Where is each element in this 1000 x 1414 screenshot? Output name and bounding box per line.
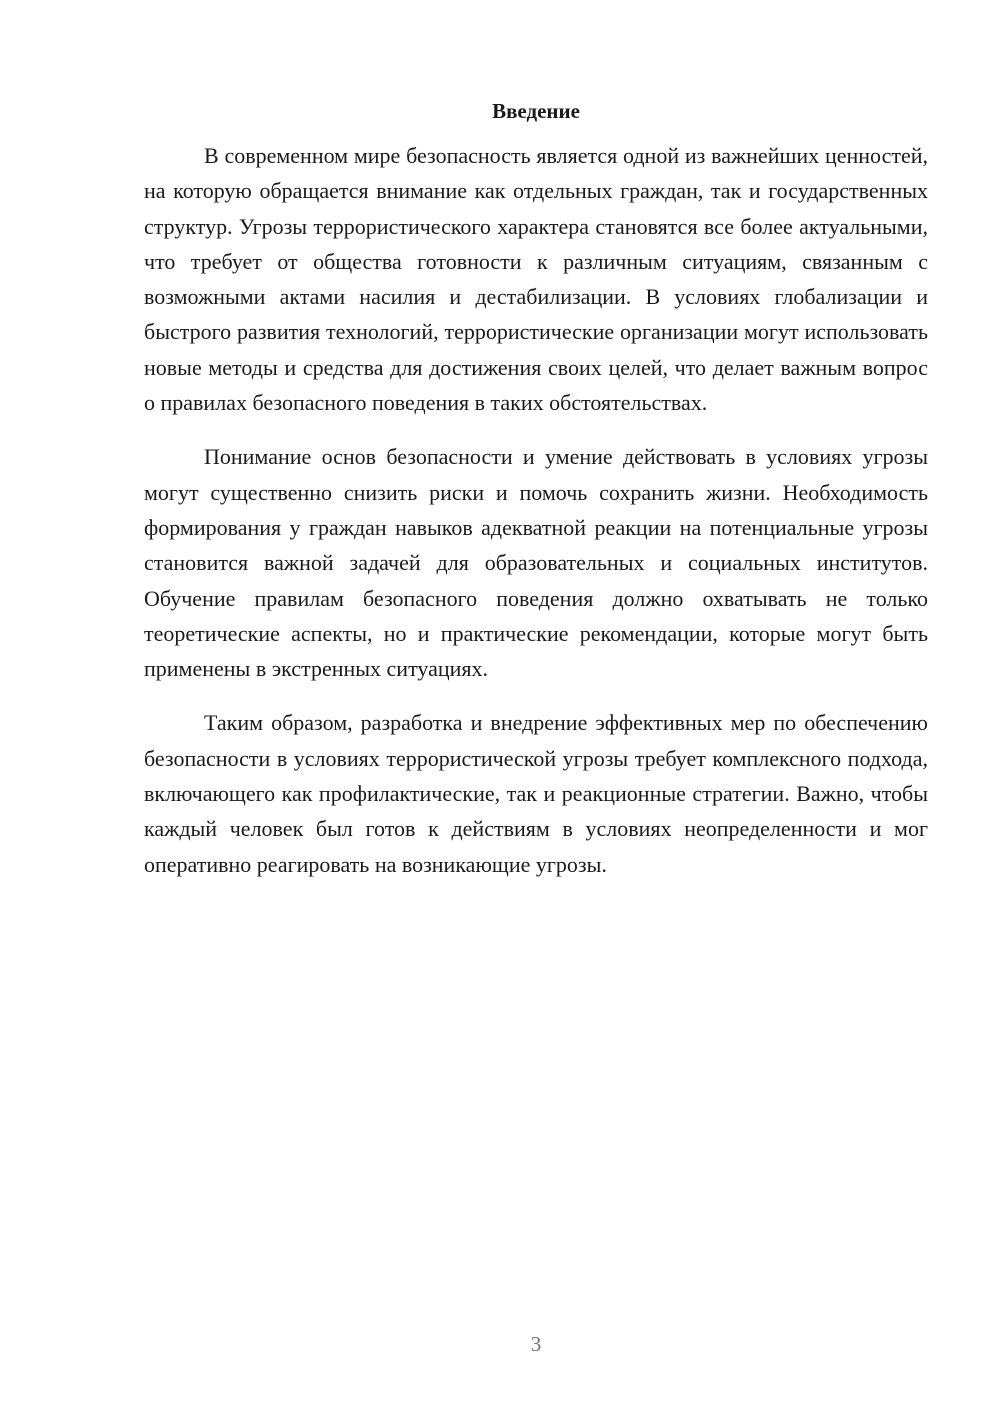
paragraph-3: Таким образом, разработка и внедрение эффективных мер по обеспечению безопасности в условиях террористической угрозы требует комплексного подхода, включающего как профилактические, так и реакционные стратегии. Важно, чтобы каждый человек был готов к действиям в условиях неопределенности и мог оперативно реагировать на возникающие угрозы. — [144, 710, 928, 877]
paragraph-1: В современном мире безопасность является одной из важнейших ценностей, на которую обращается внимание как отдельных граждан, так и государственных структур. Угрозы террористического характера становятся все более актуальными, что требует от общества готовности к различным ситуациям, связанным с возможными актами насилия и дестабилизации. В условиях глобализации и быстрого развития технологий, террористические организации могут использовать новые методы и средства для достижения своих целей, что делает важным вопрос о правилах безопасного поведения в таких обстоятельствах. — [144, 143, 928, 416]
page-number: 3 — [530, 1332, 542, 1356]
section-title: Введение — [492, 99, 580, 123]
page-content — [144, 96, 928, 901]
paragraph-2: Понимание основ безопасности и умение действовать в условиях угрозы могут существенно снизить риски и помочь сохранить жизни. Необходимость формирования у граждан навыков адекватной реакции на потенциальные угрозы становится важной задачей для образовательных и социальных институтов. Обучение правилам безопасного поведения должно охватывать не только теоретические аспекты, но и практические рекомендации, которые могут быть применены в экстренных ситуациях. — [144, 444, 928, 682]
